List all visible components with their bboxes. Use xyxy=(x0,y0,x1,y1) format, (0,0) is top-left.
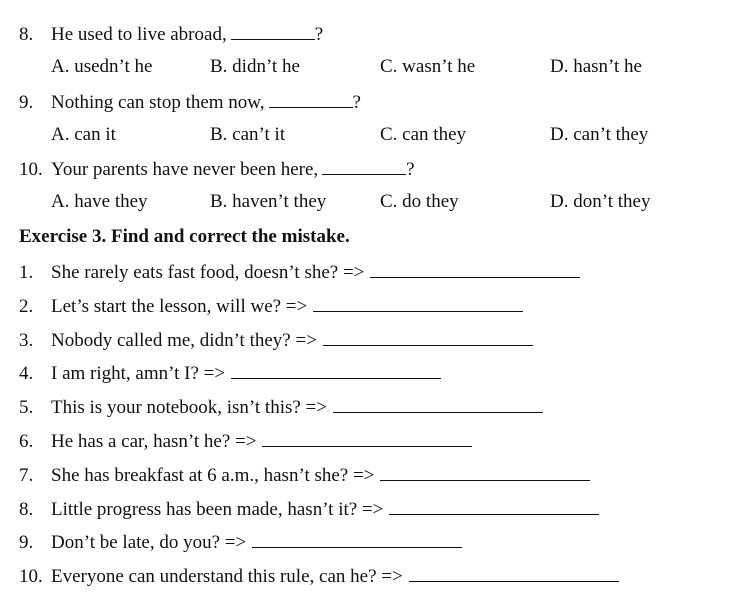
exercise-3-item-7 xyxy=(19,462,590,486)
option-a[interactable]: A. can it xyxy=(51,124,116,145)
question-number: 9. xyxy=(19,92,34,113)
exercise-3-item-8 xyxy=(19,496,599,520)
question-mark: ? xyxy=(314,24,324,45)
item-text: Nobody called me, didn’t they? => xyxy=(51,330,317,351)
answer-blank[interactable] xyxy=(231,21,315,40)
item-text: Little progress has been made, hasn’t it? => xyxy=(51,499,384,520)
exercise-3-item-2 xyxy=(19,293,523,317)
question-text: Your parents have never been here, xyxy=(51,159,319,180)
correction-blank[interactable] xyxy=(252,529,462,548)
correction-blank[interactable] xyxy=(333,394,543,413)
correction-blank[interactable] xyxy=(313,293,523,312)
item-text: She has breakfast at 6 a.m., hasn’t she? => xyxy=(51,465,375,486)
item-text: Don’t be late, do you? => xyxy=(51,532,247,553)
correction-blank[interactable] xyxy=(370,259,580,278)
correction-blank[interactable] xyxy=(389,496,599,515)
item-number: 8. xyxy=(19,499,34,520)
correction-blank[interactable] xyxy=(323,327,533,346)
question-number: 10. xyxy=(19,159,43,180)
item-number: 3. xyxy=(19,330,34,351)
item-text: Everyone can understand this rule, can he? => xyxy=(51,566,403,587)
option-c[interactable]: C. can they xyxy=(380,124,467,145)
option-d[interactable]: D. don’t they xyxy=(550,191,651,212)
exercise-3-item-6 xyxy=(19,428,472,452)
item-number: 9. xyxy=(19,532,34,553)
item-number: 5. xyxy=(19,397,34,418)
option-c[interactable]: C. wasn’t he xyxy=(380,56,476,77)
question-number: 8. xyxy=(19,24,34,45)
option-d[interactable]: D. can’t they xyxy=(550,124,649,145)
question-mark: ? xyxy=(352,92,361,113)
item-number: 4. xyxy=(19,363,34,384)
correction-blank[interactable] xyxy=(409,563,619,582)
exercise-3-item-5 xyxy=(19,394,543,418)
exercise-3-item-3 xyxy=(19,327,533,351)
option-b[interactable]: B. haven’t they xyxy=(210,191,327,212)
exercise-3-item-1 xyxy=(19,259,580,283)
item-number: 10. xyxy=(19,566,43,587)
option-a[interactable]: A. usedn’t he xyxy=(51,56,153,77)
item-text: I am right, amn’t I? => xyxy=(51,363,226,384)
correction-blank[interactable] xyxy=(262,428,472,447)
item-text: Let’s start the lesson, will we? => xyxy=(51,296,308,317)
correction-blank[interactable] xyxy=(231,360,441,379)
question-9 xyxy=(19,89,361,113)
option-c[interactable]: C. do they xyxy=(380,191,459,212)
item-text: This is your notebook, isn’t this? => xyxy=(51,397,327,418)
exercise-3-item-9 xyxy=(19,529,462,553)
exercise-3-item-4 xyxy=(19,360,441,384)
question-10-options xyxy=(51,190,731,214)
option-b[interactable]: B. didn’t he xyxy=(210,56,300,77)
question-8 xyxy=(19,21,323,45)
item-number: 6. xyxy=(19,431,34,452)
question-10 xyxy=(19,156,415,180)
exercise-3-heading: Exercise 3. Find and correct the mistake. xyxy=(19,226,350,247)
answer-blank[interactable] xyxy=(269,89,353,108)
item-text: She rarely eats fast food, doesn’t she? => xyxy=(51,262,365,283)
question-text: He used to live abroad, xyxy=(51,24,227,45)
correction-blank[interactable] xyxy=(380,462,590,481)
item-text: He has a car, hasn’t he? => xyxy=(51,431,257,452)
option-b[interactable]: B. can’t it xyxy=(210,124,286,145)
question-mark: ? xyxy=(406,159,415,180)
question-9-options xyxy=(51,123,731,147)
question-text: Nothing can stop them now, xyxy=(51,92,265,113)
answer-blank[interactable] xyxy=(322,156,406,175)
item-number: 1. xyxy=(19,262,34,283)
question-8-options xyxy=(51,55,731,79)
item-number: 2. xyxy=(19,296,34,317)
item-number: 7. xyxy=(19,465,34,486)
option-d[interactable]: D. hasn’t he xyxy=(550,56,642,77)
exercise-3-item-10 xyxy=(19,563,619,587)
option-a[interactable]: A. have they xyxy=(51,191,148,212)
